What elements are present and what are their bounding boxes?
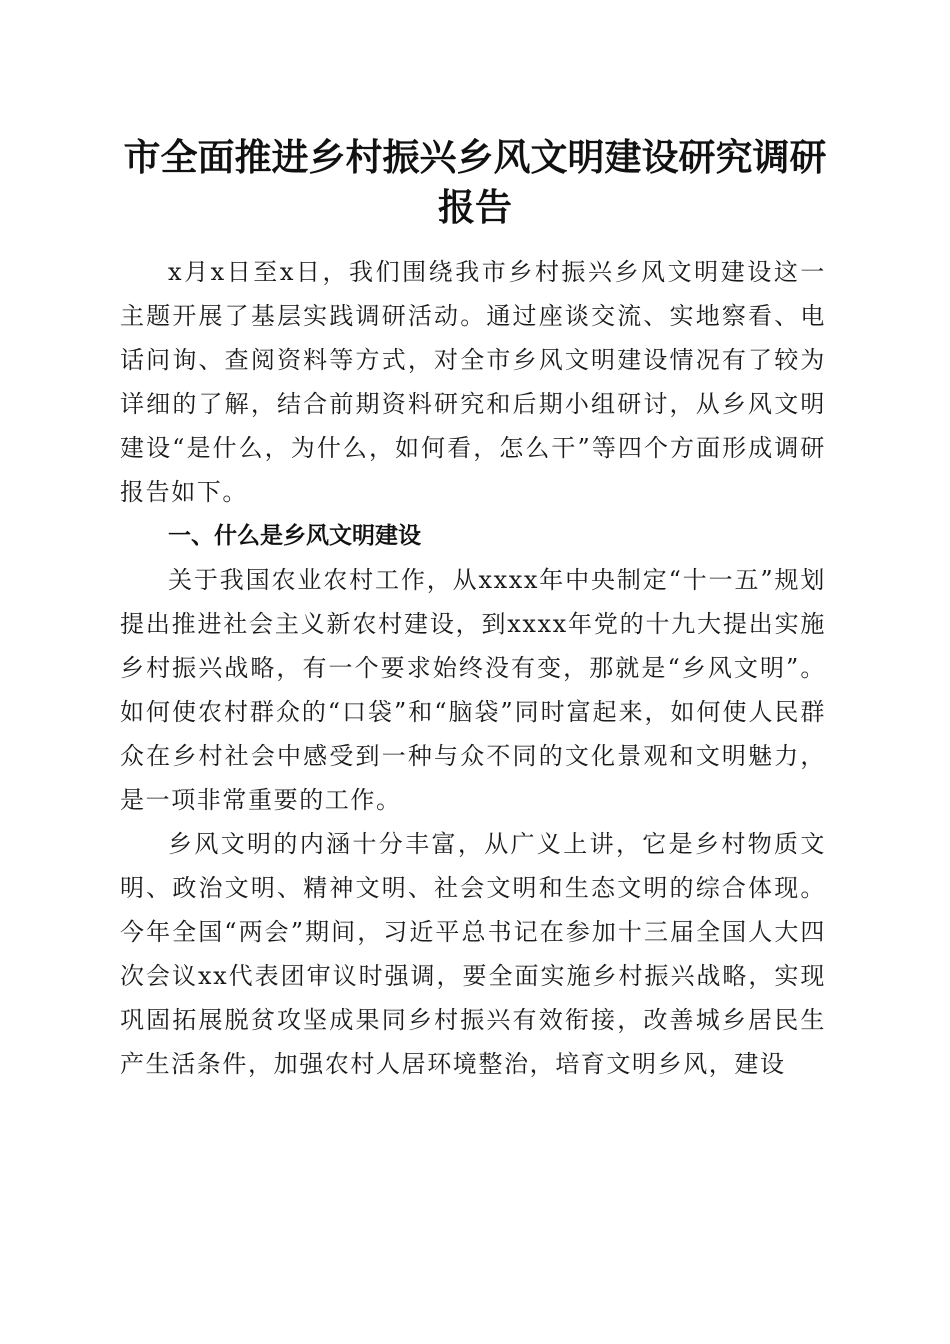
section-heading: 一、什么是乡风文明建设 <box>168 523 421 549</box>
document-title: 市全面推进乡村振兴乡风文明建设研究调研报告 <box>123 135 827 229</box>
intro-paragraph: x月x日至x日，我们围绕我市乡村振兴乡风文明建设这一主题开展了基层实践调研活动。通过座谈交流、实地察看、电话问询、查阅资料等方式，对全市乡风文明建设情况有了较为详细的了解，结合前期资料研究和后期小组研讨，从乡风文明建设“是什么，为什么，如何看，怎么干”等四个方面形成调研报告如下。 <box>120 258 826 506</box>
document-body <box>120 250 826 1086</box>
section-paragraph: 关于我国农业农村工作，从xxxx年中央制定“十一五”规划提出推进社会主义新农村建设，到xxxx年党的十九大提出实施乡村振兴战略，有一个要求始终没有变，那就是“乡风文明”。如何使农村群众的“口袋”和“脑袋”同时富起来，如何使人民群众在乡村社会中感受到一种与众不同的文化景观和文明魅力，是一项非常重要的工作。 <box>120 566 826 814</box>
section-paragraph: 乡风文明的内涵十分丰富，从广义上讲，它是乡村物质文明、政治文明、精神文明、社会文明和生态文明的综合体现。今年全国“两会”期间，习近平总书记在参加十三届全国人大四次会议xx代表团审议时强调，要全面实施乡村振兴战略，实现巩固拓展脱贫攻坚成果同乡村振兴有效衔接，改善城乡居民生产生活条件，加强农村人居环境整治，培育文明乡风，建设 <box>120 830 826 1078</box>
